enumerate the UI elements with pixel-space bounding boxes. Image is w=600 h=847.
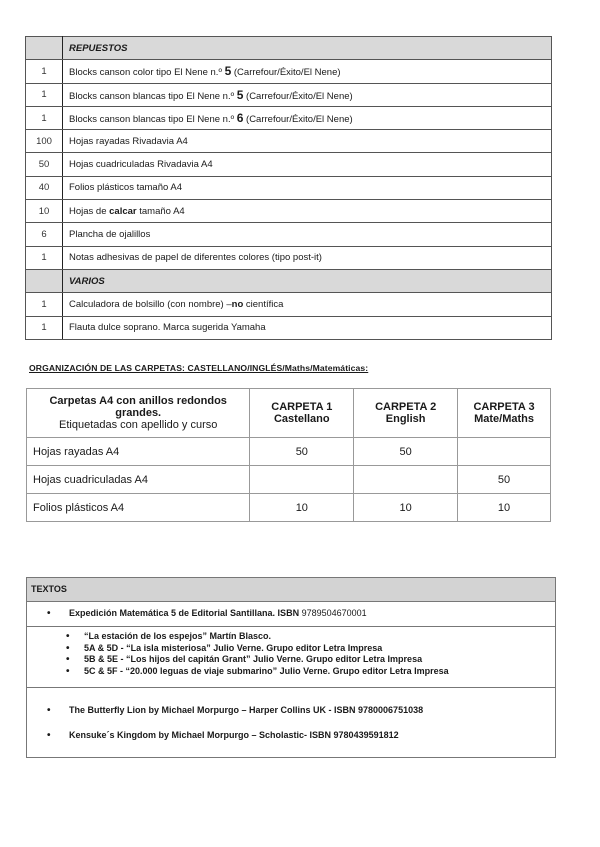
table-row [26, 293, 552, 316]
item-text: Blocks canson blancas tipo El Nene n.º [69, 114, 237, 126]
folders-description-header [27, 389, 250, 438]
table-row [26, 200, 552, 223]
qty-cell [26, 37, 63, 60]
book-title: Expedición Matemática 5 de Editorial Santillana. ISBN [69, 608, 300, 618]
header-subtitle: English [385, 413, 426, 425]
item-text: Blocks canson color tipo El Nene n.º [69, 67, 225, 79]
textbooks-box [26, 577, 556, 758]
folder-1-cell [250, 466, 354, 494]
qty-cell: 1 [26, 246, 63, 269]
item-cell [63, 60, 552, 83]
folder-3-cell: 10 [458, 494, 551, 522]
isbn: 9789504670001 [299, 608, 367, 618]
folder-2-cell: 10 [354, 494, 458, 522]
qty-cell: 1 [26, 316, 63, 339]
folder-1-cell: 50 [250, 438, 354, 466]
item-text: Hojas de [69, 205, 110, 217]
table-row [26, 246, 552, 269]
list-item: • 5A & 5D - “La isla misteriosa” Julio Verne. Grupo editor Letra Impresa [84, 643, 555, 655]
list-item: • The Butterfly Lion by Michael Morpurgo – Harper Collins UK - ISBN 9780006751038 [69, 705, 555, 716]
folders-organization-heading: ORGANIZACIÓN DE LAS CARPETAS: CASTELLANO/INGLÉS/Maths/Matemáticas: [29, 363, 369, 373]
item-number: 5 [236, 87, 244, 102]
english-books-section [27, 688, 555, 758]
item-text: Blocks canson blancas tipo El Nene n.º [69, 90, 237, 102]
section-title: VARIOS [63, 269, 552, 292]
item-cell [63, 200, 552, 223]
qty-cell: 1 [26, 83, 63, 106]
item-text: científica [243, 298, 284, 310]
qty-cell: 1 [26, 106, 63, 129]
folder-1-header [250, 389, 354, 438]
qty-cell: 10 [26, 200, 63, 223]
item-emphasis: calcar [109, 205, 137, 217]
table-row [26, 83, 552, 106]
qty-cell: 1 [26, 60, 63, 83]
item-emphasis: no [231, 298, 244, 310]
header-title: CARPETA 2 [375, 401, 437, 413]
textbooks-title: TEXTOS [27, 578, 555, 602]
bullet-list [27, 627, 555, 677]
header-title: CARPETA 1 [271, 401, 333, 413]
folder-3-cell [458, 438, 551, 466]
section-header-varios [26, 269, 552, 292]
folders-table [26, 388, 551, 522]
qty-cell: 1 [26, 293, 63, 316]
list-item [69, 608, 555, 618]
item-cell: Plancha de ojalillos [63, 223, 552, 246]
folder-2-cell: 50 [354, 438, 458, 466]
item-text: (Carrefour/Éxito/El Nene) [231, 67, 341, 79]
folder-3-header [458, 389, 551, 438]
item-text: (Carrefour/Éxito/El Nene) [243, 90, 353, 102]
item-text: (Carrefour/Éxito/El Nene) [243, 114, 353, 126]
supplies-table [25, 36, 552, 340]
list-item: • Kensuke´s Kingdom by Michael Morpurgo – Scholastic- ISBN 9780439591812 [69, 730, 555, 741]
qty-cell [26, 269, 63, 292]
qty-cell: 100 [26, 130, 63, 153]
item-cell: Hojas rayadas A4 [27, 438, 250, 466]
section-header-repuestos [26, 37, 552, 60]
item-cell: Flauta dulce soprano. Marca sugerida Yamaha [63, 316, 552, 339]
table-row [27, 494, 551, 522]
folder-2-header [354, 389, 458, 438]
item-text: Calculadora de bolsillo (con nombre) – [69, 298, 232, 310]
header-line: Carpetas A4 con anillos redondos grandes. [49, 395, 227, 419]
table-row [26, 153, 552, 176]
table-row [26, 106, 552, 129]
item-cell: Folios plásticos tamaño A4 [63, 176, 552, 199]
folder-3-cell: 50 [458, 466, 551, 494]
header-subtitle: Castellano [273, 413, 330, 425]
qty-cell: 40 [26, 176, 63, 199]
math-book-section [27, 602, 555, 627]
table-row [27, 438, 551, 466]
item-cell: Notas adhesivas de papel de diferentes colores (tipo post-it) [63, 246, 552, 269]
list-item: • “La estación de los espejos” Martín Blasco. [84, 631, 555, 643]
list-item: • 5C & 5F - “20.000 leguas de viaje submarino” Julio Verne. Grupo editor Letra Impresa [84, 666, 555, 678]
bullet-list [27, 688, 555, 741]
table-row [26, 60, 552, 83]
item-cell: Hojas rayadas Rivadavia A4 [63, 130, 552, 153]
bullet-list [27, 602, 555, 618]
header-subtitle: Mate/Maths [474, 413, 534, 425]
spanish-books-section [27, 627, 555, 688]
table-row [26, 316, 552, 339]
folder-1-cell: 10 [250, 494, 354, 522]
item-cell [63, 106, 552, 129]
item-cell [63, 293, 552, 316]
item-cell: Hojas cuadriculadas A4 [27, 466, 250, 494]
item-cell: Hojas cuadriculadas Rivadavia A4 [63, 153, 552, 176]
item-number: 6 [236, 111, 244, 126]
header-title: CARPETA 3 [473, 401, 535, 413]
table-row [26, 176, 552, 199]
folder-2-cell [354, 466, 458, 494]
table-row [27, 466, 551, 494]
table-row [26, 130, 552, 153]
qty-cell: 6 [26, 223, 63, 246]
qty-cell: 50 [26, 153, 63, 176]
item-cell: Folios plásticos A4 [27, 494, 250, 522]
list-item: • 5B & 5E - “Los hijos del capitán Grant” Julio Verne. Grupo editor Letra Impresa [84, 654, 555, 666]
item-cell [63, 83, 552, 106]
item-text: tamaño A4 [136, 205, 185, 217]
section-title: REPUESTOS [63, 37, 552, 60]
header-subline: Etiquetadas con apellido y curso [59, 419, 218, 431]
folders-table-header [27, 389, 551, 438]
item-number: 5 [224, 64, 232, 79]
table-row [26, 223, 552, 246]
